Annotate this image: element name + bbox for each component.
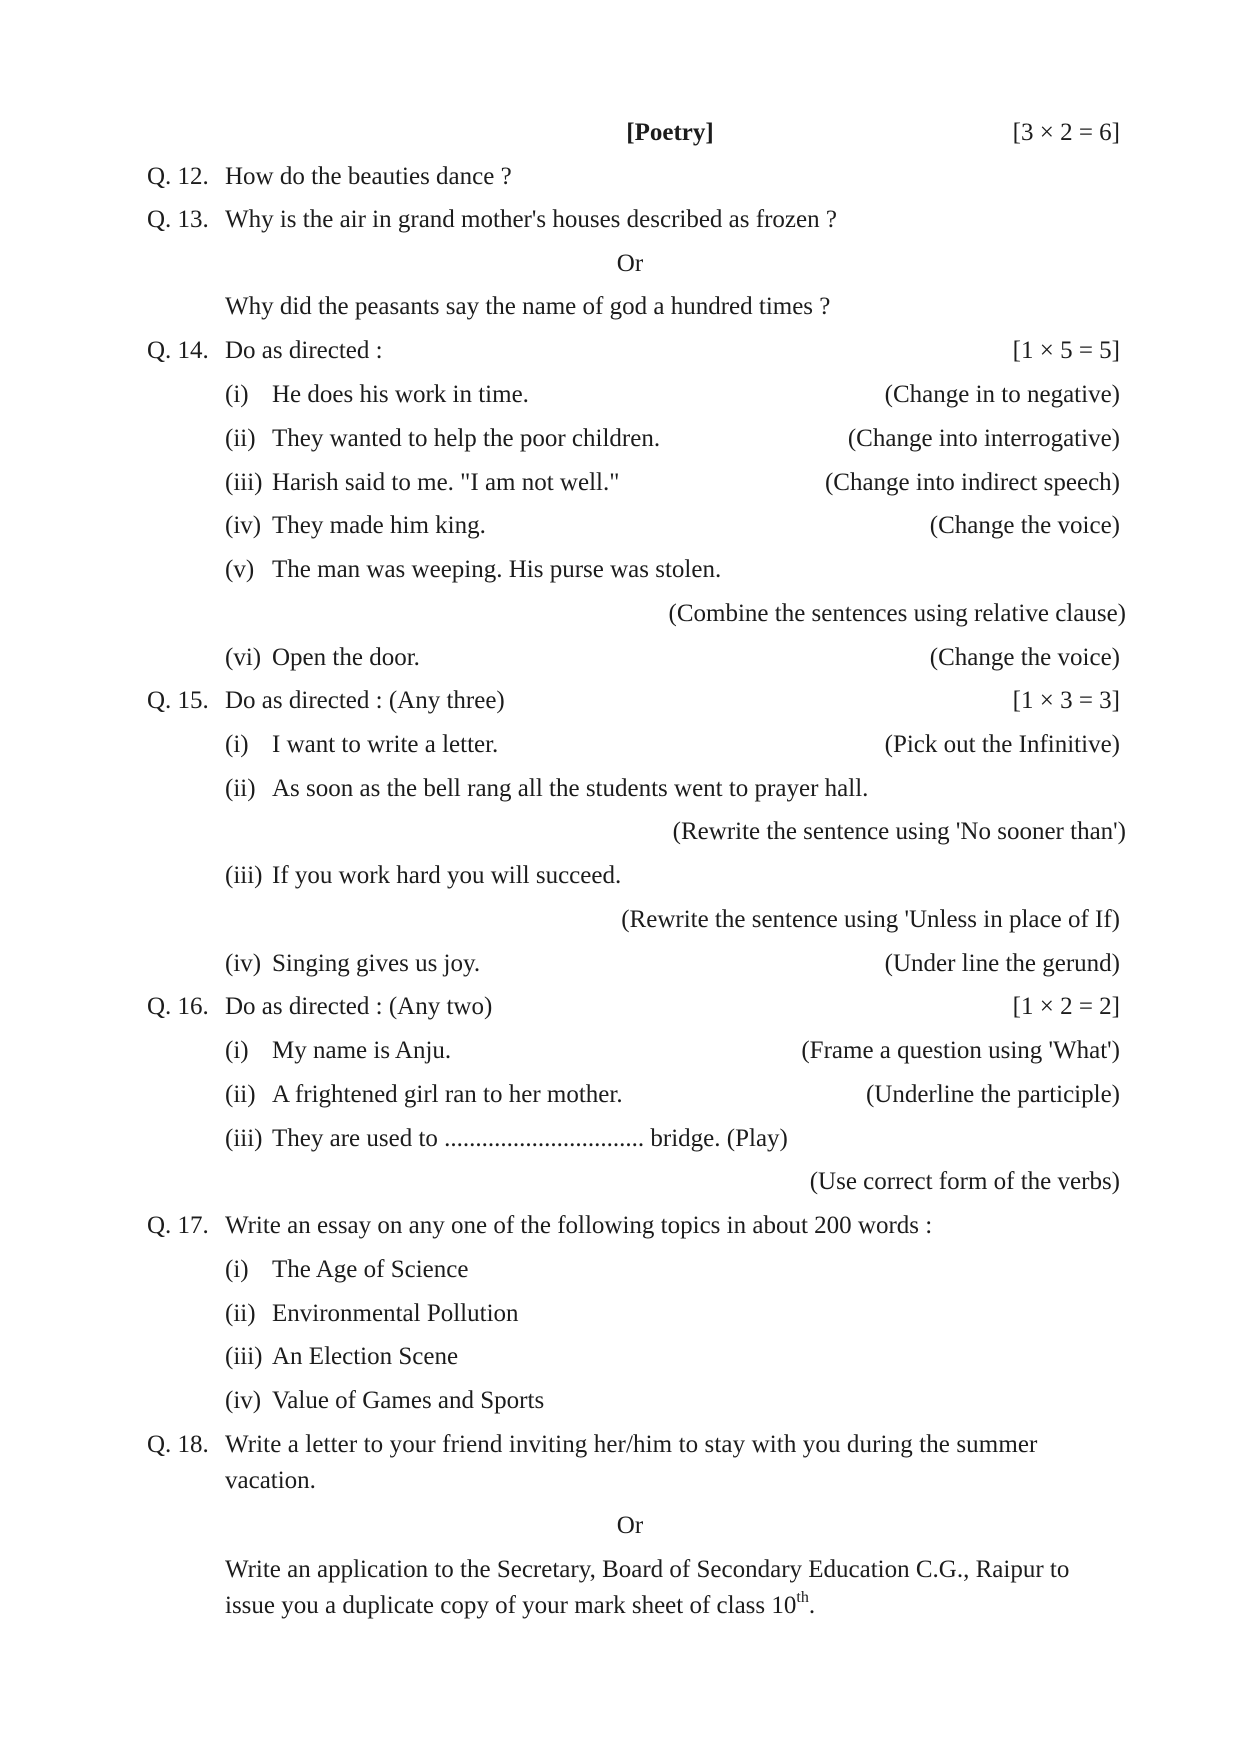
question-text: Do as directed : (Any three) — [225, 687, 505, 714]
item-roman: (iii) — [225, 862, 263, 889]
question-marks: [1 × 5 = 5] — [1012, 337, 1120, 364]
item-text: The man was weeping. His purse was stolen. — [272, 556, 722, 583]
alternate-question-text-continued — [225, 1589, 816, 1619]
question-number: Q. 16. — [147, 993, 209, 1020]
item-text: They wanted to help the poor children. — [272, 425, 661, 452]
question-text: Do as directed : — [225, 337, 383, 364]
item-roman: (i) — [225, 731, 249, 758]
question-number: Q. 17. — [147, 1212, 209, 1239]
question-marks: [1 × 2 = 2] — [1012, 993, 1120, 1020]
item-roman: (i) — [225, 1256, 249, 1283]
section-marks: [3 × 2 = 6] — [1012, 119, 1120, 146]
or-separator: Or — [616, 250, 644, 277]
item-roman: (iii) — [225, 1125, 263, 1152]
item-instruction: (Rewrite the sentence using 'No sooner than') — [672, 818, 1126, 845]
item-roman: (iv) — [225, 950, 262, 977]
question-number: Q. 18. — [147, 1431, 209, 1458]
question-marks: [1 × 3 = 3] — [1012, 687, 1120, 714]
item-roman: (i) — [225, 1037, 249, 1064]
item-text: He does his work in time. — [272, 381, 529, 408]
essay-topic: Environmental Pollution — [272, 1300, 519, 1327]
item-text: Harish said to me. "I am not well." — [272, 469, 620, 496]
or-separator: Or — [616, 1512, 644, 1539]
essay-topic: The Age of Science — [272, 1256, 469, 1283]
item-roman: (i) — [225, 381, 249, 408]
essay-topic: An Election Scene — [272, 1343, 459, 1370]
question-text: Write an essay on any one of the following topics in about 200 words : — [225, 1212, 933, 1239]
item-instruction: (Pick out the Infinitive) — [884, 731, 1120, 758]
item-instruction: (Combine the sentences using relative clause) — [668, 600, 1126, 627]
section-heading: [Poetry] — [626, 119, 714, 146]
item-text: As soon as the bell rang all the students went to prayer hall. — [272, 775, 869, 802]
item-instruction: (Frame a question using 'What') — [801, 1037, 1120, 1064]
item-instruction: (Underline the participle) — [865, 1081, 1120, 1108]
alt-line2-text: issue you a duplicate copy of your mark sheet of class 10 — [225, 1592, 797, 1619]
item-text: Open the door. — [272, 644, 420, 671]
item-instruction: (Under line the gerund) — [884, 950, 1120, 977]
item-roman: (ii) — [225, 775, 256, 802]
question-text: How do the beauties dance ? — [225, 163, 512, 190]
question-text: Do as directed : (Any two) — [225, 993, 493, 1020]
item-instruction: (Change in to negative) — [884, 381, 1120, 408]
item-instruction: (Change the voice) — [929, 512, 1120, 539]
question-number: Q. 12. — [147, 163, 209, 190]
item-instruction: (Change the voice) — [929, 644, 1120, 671]
item-text: I want to write a letter. — [272, 731, 499, 758]
item-text: They are used to ................................ bridge. (Play) — [272, 1125, 788, 1152]
item-text: A frightened girl ran to her mother. — [272, 1081, 623, 1108]
item-text: Singing gives us joy. — [272, 950, 481, 977]
alt-line2-end: . — [808, 1592, 816, 1619]
item-roman: (vi) — [225, 644, 262, 671]
item-roman: (iv) — [225, 1387, 262, 1414]
item-roman: (ii) — [225, 1300, 256, 1327]
question-text-continued: vacation. — [225, 1467, 316, 1494]
item-text: If you work hard you will succeed. — [272, 862, 622, 889]
alternate-question-text: Why did the peasants say the name of god a hundred times ? — [225, 293, 831, 320]
item-roman: (iii) — [225, 1343, 263, 1370]
item-instruction: (Change into indirect speech) — [824, 469, 1120, 496]
question-text: Why is the air in grand mother's houses described as frozen ? — [225, 206, 837, 233]
alternate-question-text: Write an application to the Secretary, Board of Secondary Education C.G., Raipur to — [225, 1556, 1070, 1583]
item-roman: (v) — [225, 556, 255, 583]
question-number: Q. 15. — [147, 687, 209, 714]
question-text: Write a letter to your friend inviting her/him to stay with you during the summer — [225, 1431, 1038, 1458]
item-instruction: (Rewrite the sentence using 'Unless in place of If) — [621, 906, 1120, 933]
item-instruction: (Use correct form of the verbs) — [809, 1168, 1120, 1195]
superscript: th — [796, 1589, 809, 1606]
item-roman: (iii) — [225, 469, 263, 496]
item-roman: (ii) — [225, 1081, 256, 1108]
question-number: Q. 14. — [147, 337, 209, 364]
item-text: My name is Anju. — [272, 1037, 452, 1064]
item-roman: (ii) — [225, 425, 256, 452]
question-number: Q. 13. — [147, 206, 209, 233]
item-roman: (iv) — [225, 512, 262, 539]
essay-topic: Value of Games and Sports — [272, 1387, 545, 1414]
item-instruction: (Change into interrogative) — [847, 425, 1120, 452]
item-text: They made him king. — [272, 512, 486, 539]
